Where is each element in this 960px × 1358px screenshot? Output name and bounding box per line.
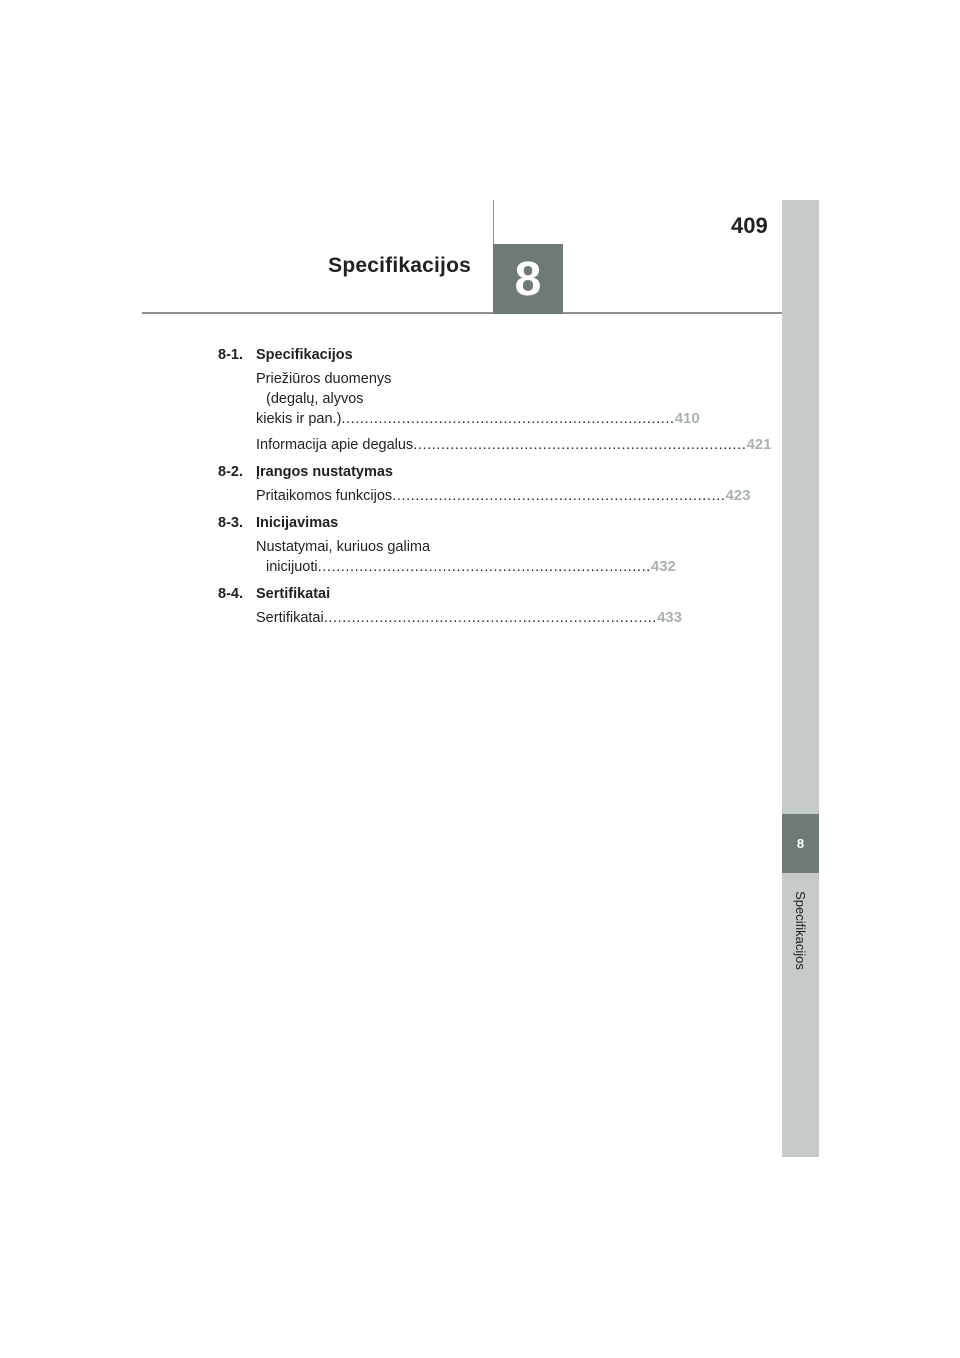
toc-section-8-2 (218, 461, 468, 483)
section-number: 8-2. (218, 464, 243, 480)
entry-line: Sertifikatai (256, 610, 324, 626)
toc-entry-custom-functions[interactable] (218, 486, 751, 506)
dot-leader: ........................................................................ (323, 610, 657, 626)
entry-line: Priežiūros duomenys (256, 371, 392, 387)
header-vertical-rule (493, 200, 494, 244)
entry-row (256, 435, 772, 455)
entry-row (256, 409, 700, 429)
toc-entry-maintenance-data[interactable] (218, 369, 700, 429)
toc-entry-fuel-info[interactable] (218, 435, 772, 455)
page-number: 409 (731, 213, 768, 238)
side-chapter-tab[interactable] (782, 814, 819, 873)
entry-row (256, 557, 676, 577)
side-tab-number: 8 (796, 836, 805, 851)
page-link[interactable]: 423 (725, 487, 751, 504)
toc-section-8-3 (218, 512, 468, 534)
header-horizontal-rule (142, 312, 782, 314)
dot-leader: ........................................................................ (392, 488, 726, 504)
chapter-number-box (493, 244, 563, 314)
section-title: Specifikacijos (256, 347, 353, 363)
dot-leader: ........................................................................ (413, 437, 747, 453)
entry-line: kiekis ir pan.) (256, 411, 342, 427)
chapter-number: 8 (514, 252, 542, 306)
entry-line: inicijuoti (266, 559, 318, 575)
section-number: 8-3. (218, 515, 243, 531)
page-link[interactable]: 432 (650, 558, 676, 575)
page-link[interactable]: 410 (674, 410, 700, 427)
page-link[interactable]: 433 (656, 609, 682, 626)
table-of-contents (218, 344, 772, 634)
side-tab-label: Specifikacijos (793, 890, 809, 970)
section-title: Sertifikatai (256, 586, 331, 602)
side-thumb-strip (782, 200, 819, 1157)
section-title: Įrangos nustatymas (256, 464, 393, 480)
toc-entry-initialization-settings[interactable] (218, 537, 676, 577)
entry-row (256, 486, 751, 506)
page-link[interactable]: 421 (746, 436, 772, 453)
dot-leader: ........................................................................ (317, 559, 651, 575)
entry-line: (degalų, alyvos (266, 391, 364, 407)
toc-entry-certificates[interactable] (218, 608, 682, 628)
toc-section-8-1 (218, 344, 468, 366)
dot-leader: ........................................................................ (341, 411, 675, 427)
section-title: Inicijavimas (256, 515, 339, 531)
entry-row (256, 608, 682, 628)
section-number: 8-1. (218, 347, 243, 363)
chapter-title: Specifikacijos (328, 254, 471, 277)
entry-line: Nustatymai, kuriuos galima (256, 539, 431, 555)
entry-line: Pritaikomos funkcijos (256, 488, 393, 504)
section-number: 8-4. (218, 586, 243, 602)
side-label-container (782, 880, 819, 980)
entry-line: Informacija apie degalus (256, 437, 414, 453)
toc-section-8-4 (218, 583, 468, 605)
